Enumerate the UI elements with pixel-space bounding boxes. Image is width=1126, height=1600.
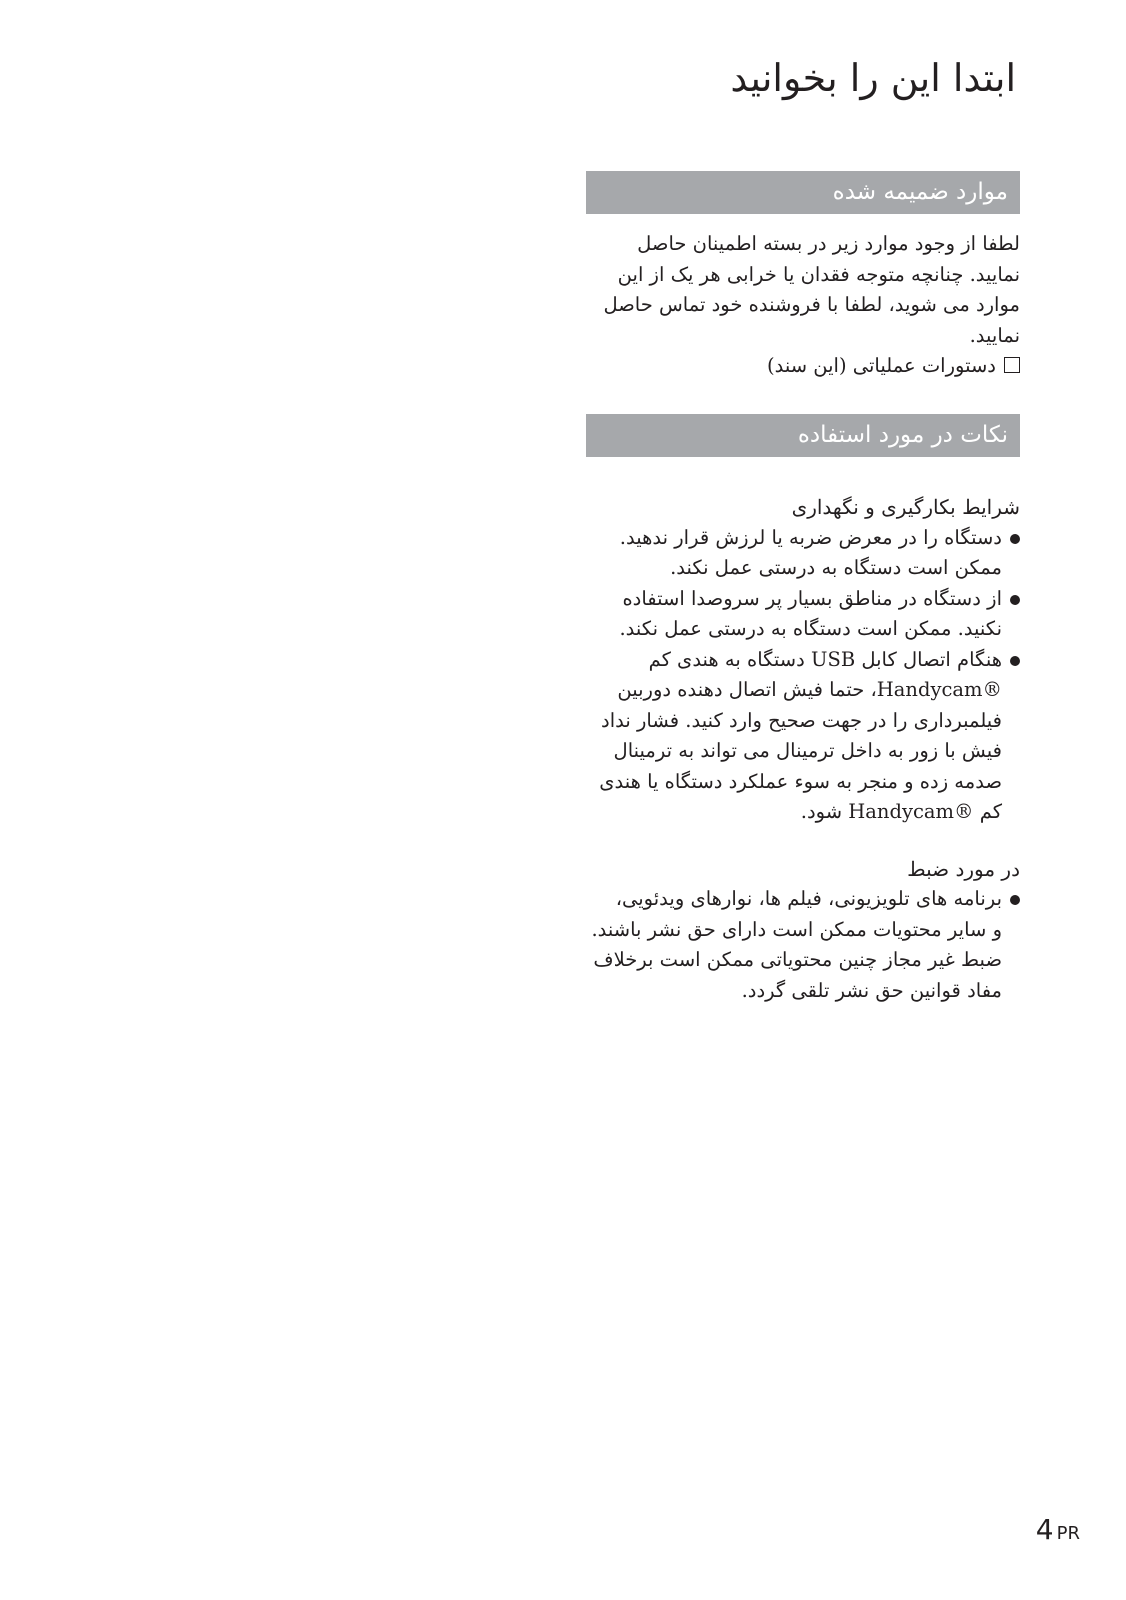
paragraph-line: نمایید. [969,323,1020,347]
included-items-paragraph [586,229,1020,382]
list-item [586,645,1020,828]
list-item-line: صدمه زده و منجر به سوء عملکرد دستگاه یا هندی [599,769,1002,793]
list-item [586,884,1020,1006]
recording-list [586,884,1020,1006]
checklist-item-label: دستورات عملیاتی (این سند) [766,354,996,377]
section-included-items [586,171,1020,382]
operating-conditions-list [586,523,1020,828]
list-item-line: از دستگاه در مناطق بسیار پر سروصدا استفاده [622,586,1002,610]
list-item [586,523,1020,584]
page-title: ابتدا این را بخوانید [730,56,1016,100]
page-number [1036,1512,1080,1552]
list-item-line: دستگاه را در معرض ضربه یا لرزش قرار ندهید. [619,525,1002,549]
subheading-recording: در مورد ضبط [907,856,1020,881]
paragraph-line: لطفا از وجود موارد زیر در بسته اطمینان حاصل [637,232,1020,255]
section-header-included-items: موارد ضمیمه شده [586,171,1020,214]
list-item-line: کم ®Handycam شود. [800,800,1002,823]
list-item-line: مفاد قوانین حق نشر تلقی گردد. [741,978,1002,1002]
section-header-usage-notes: نکات در مورد استفاده [586,414,1020,457]
list-item-line: و سایر محتویات ممکن است دارای حق نشر باشند. [591,917,1002,941]
checkbox-icon [1004,357,1020,373]
page-number-suffix: PR [1056,1523,1080,1544]
checklist-item [586,351,1020,382]
paragraph-line: موارد می شوید، لطفا با فروشنده خود تماس حاصل [603,293,1020,316]
list-item-line: برنامه های تلویزیونی، فیلم ها، نوارهای ویدئویی، [615,887,1002,910]
list-item-line: ممکن است دستگاه به درستی عمل نکند. [670,556,1002,579]
list-item-line: ®Handycam، حتما فیش اتصال دهنده دوربین [617,678,1002,701]
bullet-icon [1010,895,1020,905]
list-item [586,584,1020,645]
section-usage-notes [586,414,1020,1006]
bullet-icon [1010,595,1020,605]
list-item-line: ضبط غیر مجاز چنین محتویاتی ممکن است برخلاف [593,948,1002,971]
bullet-icon [1010,534,1020,544]
list-item-line: هنگام اتصال کابل USB دستگاه به هندی کم [648,647,1002,671]
paragraph-line: نمایید. چنانچه متوجه فقدان یا خرابی هر یک از این [617,262,1020,286]
subheading-operating-conditions: شرایط بکارگیری و نگهداری [791,495,1020,519]
list-item-line: نکنید. ممکن است دستگاه به درستی عمل نکند. [619,617,1002,640]
list-item-line: فیش با زور به داخل ترمینال می تواند به ترمینال [613,739,1002,762]
bullet-icon [1010,656,1020,666]
list-item-line: فیلمبرداری را در جهت صحیح وارد کنید. فشار نداد [601,708,1002,732]
page-number-value: 4 [1035,1513,1054,1546]
